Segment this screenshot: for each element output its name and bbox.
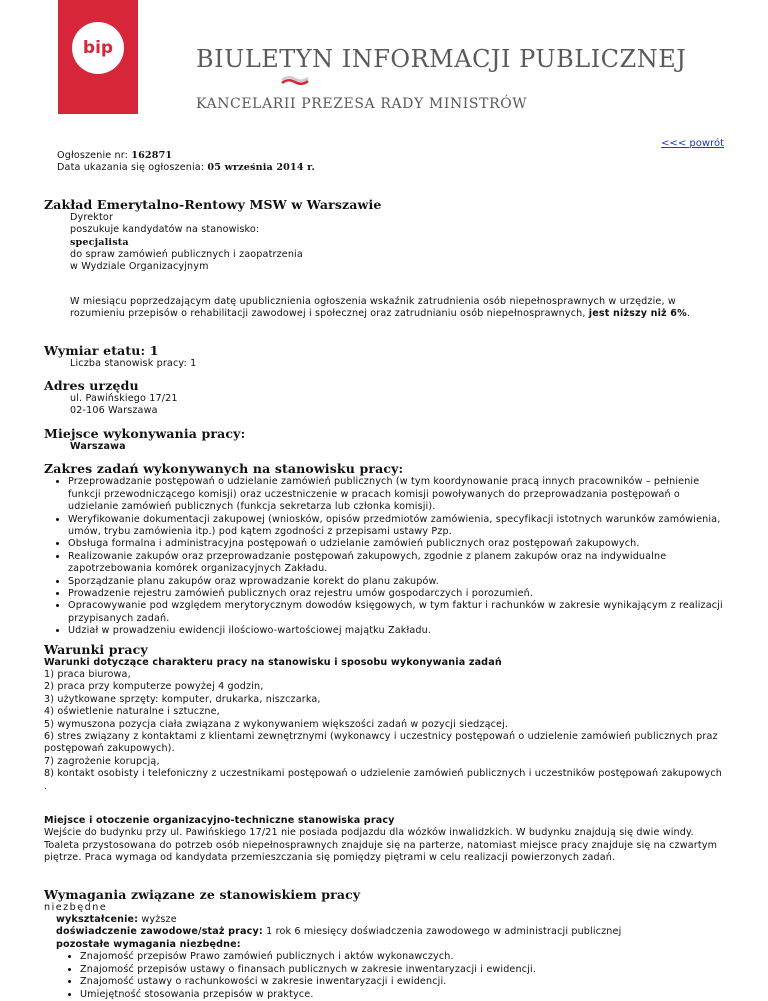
number-value: 162871	[131, 150, 173, 161]
header-title: BIULETYN INFORMACJI PUBLICZNEJ	[196, 45, 687, 73]
list-item: 2) praca przy komputerze powyżej 4 godzin,	[44, 681, 264, 693]
list-item: 5) wymuszona pozycja ciała związana z wykonywaniem większości zadań w pozycji siedzącej.	[44, 718, 509, 730]
conditions-subtitle: Warunki dotyczące charakteru pracy na stanowisku i sposobu wykonywania zadań	[44, 656, 502, 668]
requirements-necessary: niezbędne	[44, 901, 108, 913]
requirements-block	[56, 914, 724, 1001]
requirements-list	[56, 951, 724, 1001]
list-item: 6) stres związany z kontaktami z klientami zewnętrznymi (wykonawcy i uczestnicy postępowań o udzielenie zamówień publicznych praz postępowań zakupowych).	[44, 731, 718, 755]
institution-block	[70, 212, 724, 274]
back-link[interactable]: <<< powrót	[661, 138, 724, 149]
list-item: • Realizowanie zakupów oraz przeprowadzanie postępowań zakupowych, zgodnie z planem zakupów oraz na indywidualne zapotrzebowania komórek organizacyjnych Zakładu.	[68, 551, 724, 576]
notice-text: W miesiącu poprzedzającym datę upublicznienia ogłoszenia wskaźnik zatrudnienia osób niepełnosprawnych w urzędzie, w rozumieniu przepisów o rehabilitacji zawodowej i społecznej oraz zatrudnianiu osób niepełnosprawnych,	[70, 295, 676, 320]
workplace-title: Miejsce wykonywania pracy:	[44, 425, 246, 441]
bip-logo-text: bip	[72, 22, 124, 74]
bip-logo	[58, 0, 138, 114]
environment-text: Wejście do budynku przy ul. Pawińskiego 17/21 nie posiada podjazdu dla wózków inwalidzkich. W budynku znajdują się dwie windy. Toaleta przystosowana do potrzeb osób niepełnosprawnych znajduje się na parterze, natomiast miejsce pracy znajduje się na czwartym piętrze. Praca wymaga od kandydata przemieszczania się pomiędzy piętrami w celu realizacji powierzonych zadań.	[44, 827, 718, 864]
position-line: do spraw zamówień publicznych i zaopatrzenia	[70, 249, 303, 261]
list-item: • Umiejętność stosowania przepisów w praktyce.	[80, 989, 724, 1001]
exp-label: doświadczenie zawodowe/staż pracy:	[56, 926, 263, 938]
edu-label: wykształcenie:	[56, 914, 139, 926]
position-name: specjalista	[70, 236, 129, 248]
disability-notice	[70, 296, 724, 321]
list-item: 3) użytkowane sprzęty: komputer, drukarka, niszczarka,	[44, 693, 321, 705]
address-line: 02-106 Warszawa	[70, 405, 158, 417]
list-item: • Udział w prowadzeniu ewidencji ilościowo-wartościowej majątku Zakładu.	[68, 625, 724, 637]
date-label: Data ukazania się ogłoszenia:	[57, 162, 205, 174]
requirements-title: Wymagania związane ze stanowiskiem pracy	[44, 886, 361, 902]
notice-end: .	[686, 308, 691, 320]
header-subtitle: KANCELARII PREZESA RADY MINISTRÓW	[196, 96, 528, 112]
list-item: • Obsługa formalna i administracyjna postępowań o udzielanie zamówień publicznych oraz postępowań zakupowych.	[68, 538, 724, 550]
list-item: 8) kontakt osobisty i telefoniczny z uczestnikami postępowań o udzielenie zamówień publicznych i uczestników postępowań zakupowych .	[44, 768, 722, 792]
etat-title: Wymiar etatu: 1	[44, 342, 159, 358]
flag-icon	[280, 74, 310, 86]
list-item: 7) zagrożenie korupcją,	[44, 755, 160, 767]
list-item: • Prowadzenie rejestru zamówień publicznych oraz rejestru umów gospodarczych i porozumień.	[68, 588, 724, 600]
announcement-meta	[57, 150, 724, 175]
duties-list	[44, 476, 724, 637]
page-header	[0, 0, 768, 130]
number-label: Ogłoszenie nr:	[57, 150, 129, 161]
list-item: • Sporządzanie planu zakupów oraz wprowadzanie korekt do planu zakupów.	[68, 576, 724, 588]
environment-title: Miejsce i otoczenie organizacyjno-techniczne stanowiska pracy	[44, 815, 395, 827]
institution-name: Zakład Emerytalno-Rentowy MSW w Warszawie	[44, 196, 382, 212]
notice-bold: jest niższy niż 6%	[588, 308, 687, 320]
other-label: pozostałe wymagania niezbędne:	[56, 938, 241, 950]
exp-value: 1 rok 6 miesięcy doświadczenia zawodowego w administracji publicznej	[266, 926, 622, 938]
duties-title: Zakres zadań wykonywanych na stanowisku pracy:	[44, 461, 404, 477]
address-line: ul. Pawińskiego 17/21	[70, 393, 178, 405]
list-item: • Opracowywanie pod względem merytorycznym dowodów księgowych, w tym faktur i rachunków w zakresie wynikającym z realizacji przypisanych zadań.	[68, 600, 724, 625]
institution-line: Dyrektor	[70, 211, 114, 223]
list-item: • Znajomość przepisów Prawo zamówień publicznych i aktów wykonawczych.	[80, 951, 724, 963]
list-item: 1) praca biurowa,	[44, 668, 131, 680]
conditions-title: Warunki pracy	[44, 641, 148, 657]
institution-line: poszukuje kandydatów na stanowisko:	[70, 224, 260, 236]
conditions-list	[44, 669, 724, 793]
announcement-content	[44, 150, 724, 1001]
edu-value: wyższe	[141, 914, 177, 926]
list-item: • Znajomość ustawy o rachunkowości w zakresie inwentaryzacji i ewidencji.	[80, 976, 724, 988]
date-value: 05 września 2014 r.	[207, 162, 315, 174]
list-item: • Weryfikowanie dokumentacji zakupowej (wniosków, opisów przedmiotów zamówienia, specyfikacji istotnych warunków zamówienia, umów, trybu zamówienia itp.) pod kątem zgodności z przepisami ustawy Pzp.	[68, 514, 724, 539]
etat-line: Liczba stanowisk pracy: 1	[70, 357, 197, 369]
position-line: w Wydziale Organizacyjnym	[70, 261, 209, 273]
list-item: • Przeprowadzanie postępowań o udzielanie zamówień publicznych (w tym koordynowanie pracą innych pracowników – pełnienie funkcji przewodniczącego komisji) oraz uczestniczenie w pracach komisji powoływanych do przeprowadzania postępowań o udzielanie zamówień publicznych (funkcja sekretarza lub członka komisji).	[68, 476, 724, 513]
workplace-value: Warszawa	[70, 440, 126, 452]
address-block	[70, 393, 724, 418]
list-item: 4) oświetlenie naturalne i sztuczne,	[44, 706, 220, 718]
list-item: • Znajomość przepisów ustawy o finansach publicznych w zakresie inwentaryzacji i ewidencji.	[80, 964, 724, 976]
address-title: Adres urzędu	[44, 378, 139, 394]
